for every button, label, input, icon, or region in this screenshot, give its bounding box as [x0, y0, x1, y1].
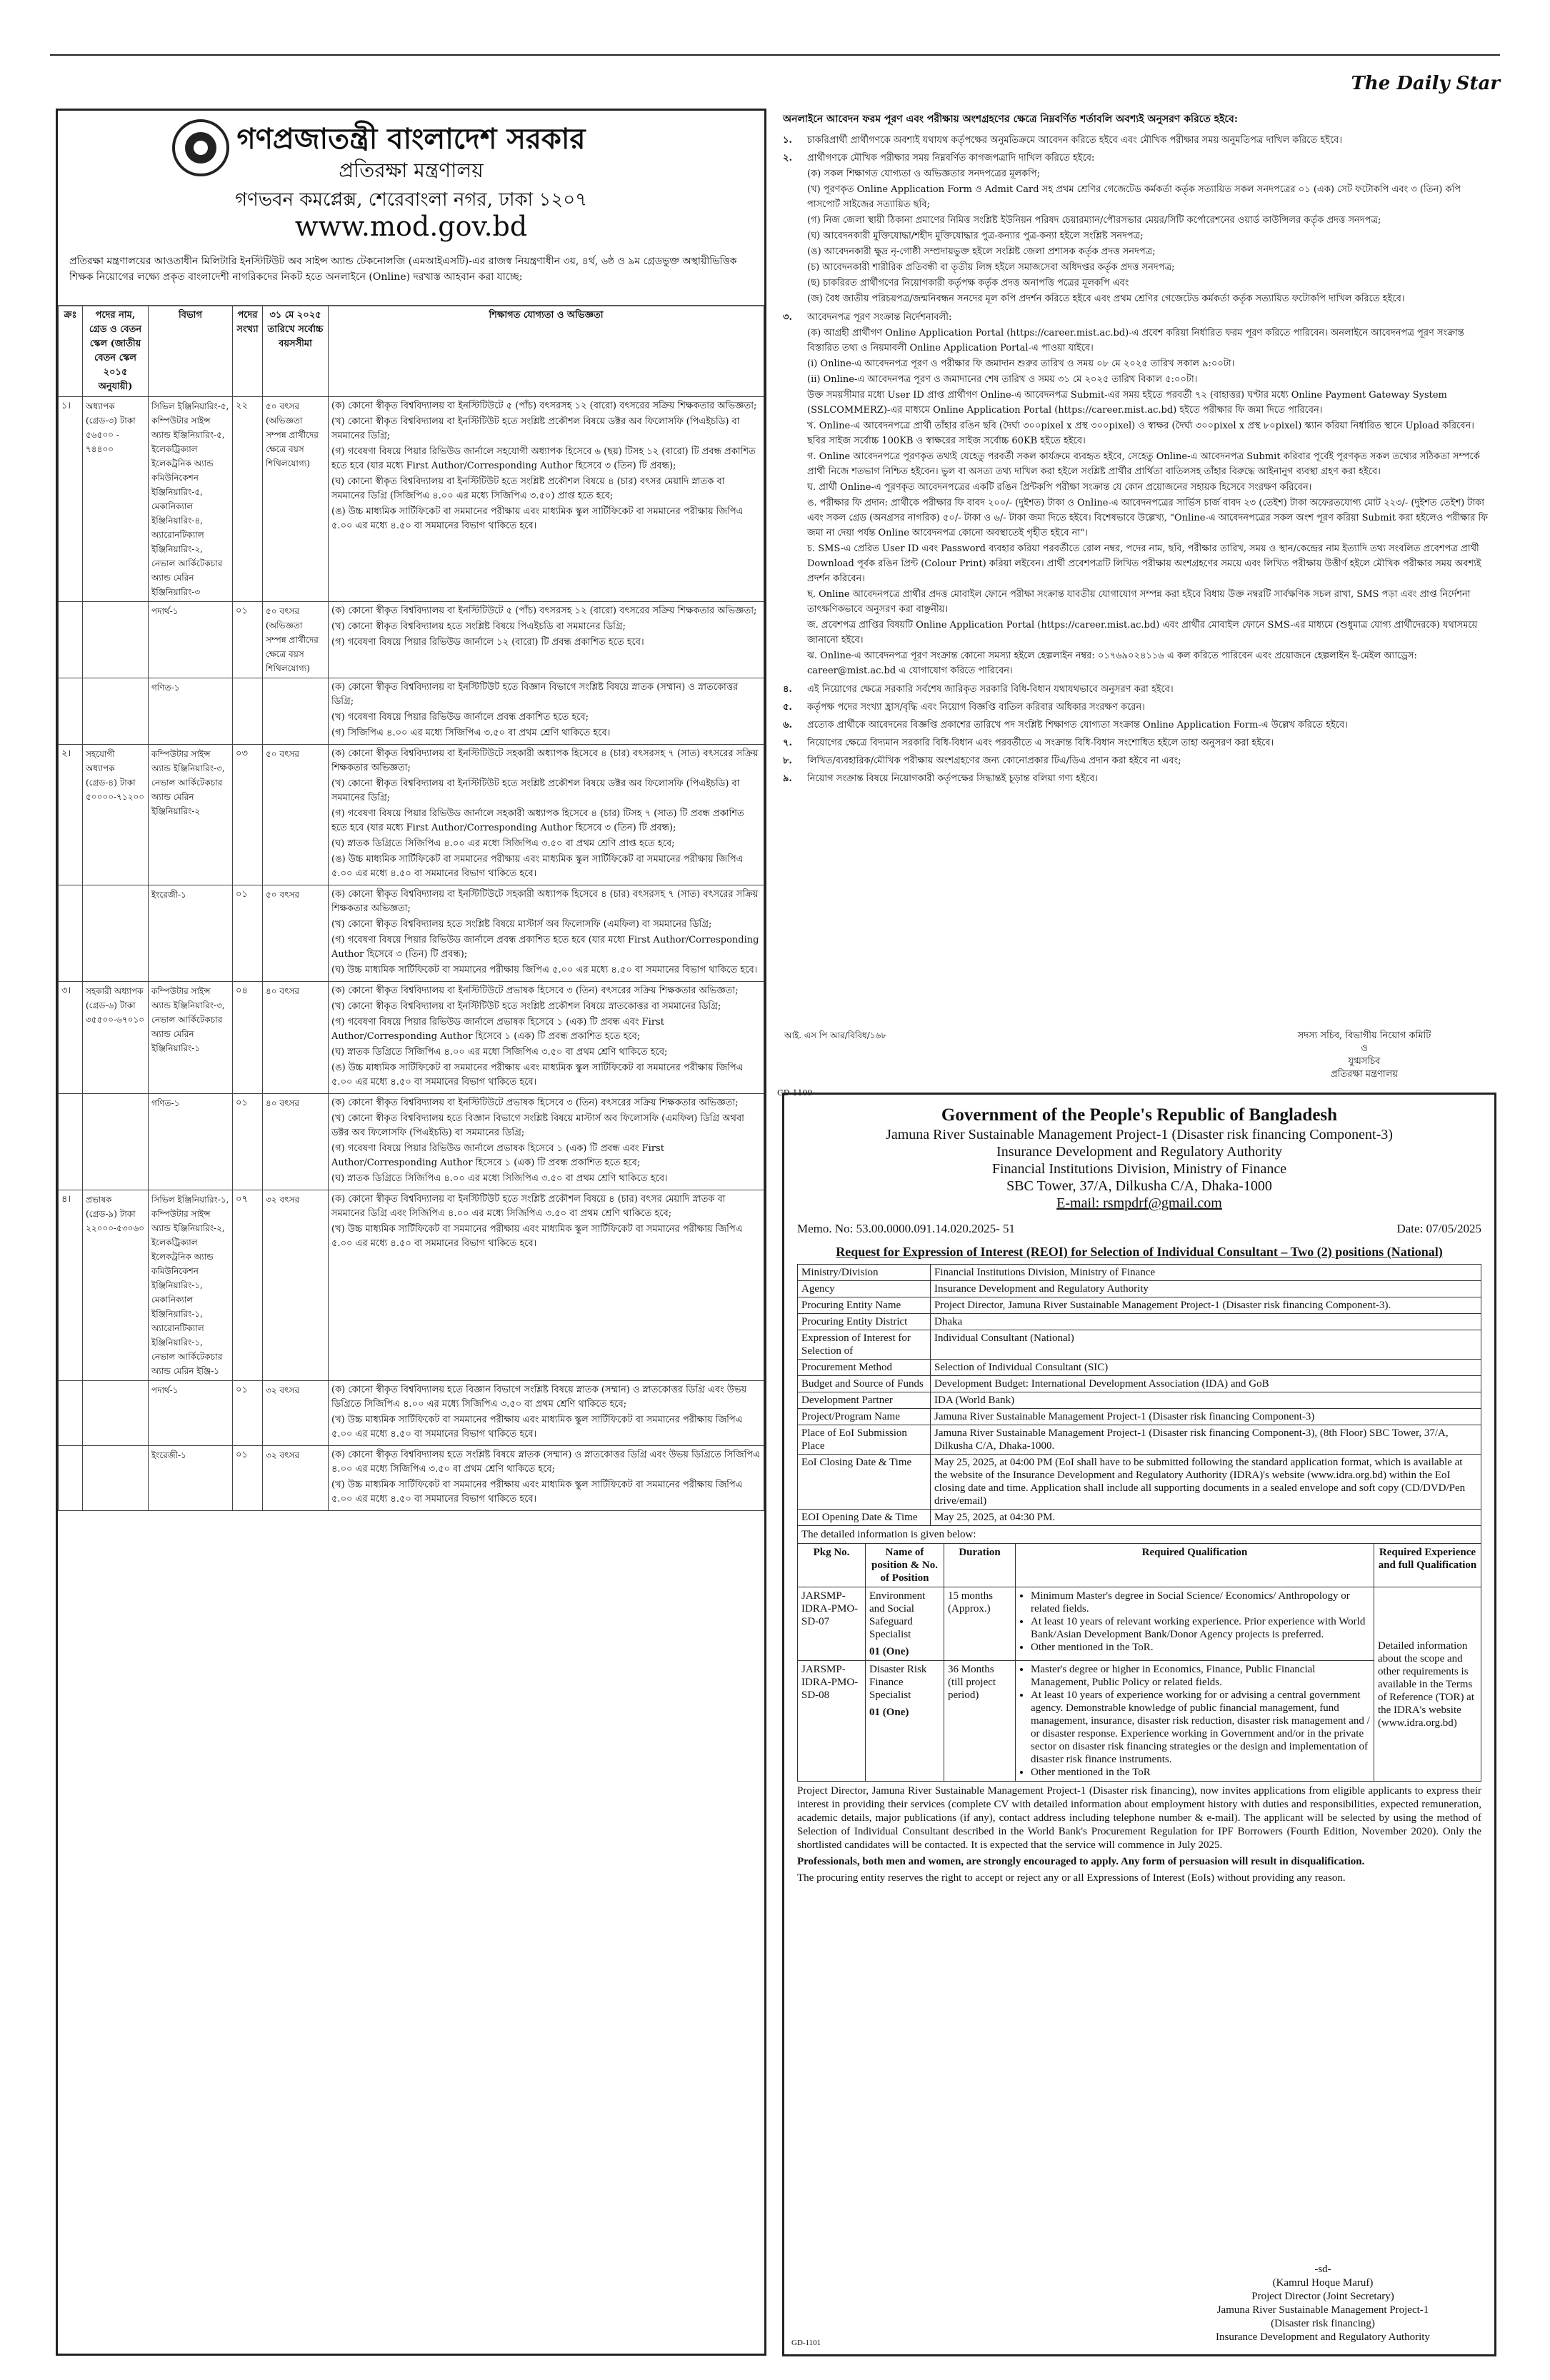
- experience-note: Detailed information about the scope and other requirements is available in the Terms of Reference (TOR) at the IDRA's website (www.idra.org.bd): [1374, 1587, 1481, 1782]
- post-count: ০১: [233, 602, 263, 678]
- position-count: 01 (One): [869, 1646, 909, 1657]
- qualification-line: (ঙ) উচ্চ মাধ্যমিক সার্টিফিকেট বা সমমানের পরীক্ষায় এবং মাধ্যমিক স্কুল সার্টিফিকেট বা সমমানের পরীক্ষায় জিপিএ ৫.০০ এর মধ্যে ৪.৫০ বা সমমানের বিভাগ থাকিতে হবে।: [331, 506, 744, 531]
- pos-header-name: Name of position & No. of Position: [866, 1544, 944, 1587]
- info-value: Development Budget: International Development Association (IDA) and GoB: [931, 1376, 1481, 1392]
- info-key: Procuring Entity Name: [798, 1297, 931, 1314]
- header-age: ৩১ মে ২০২৫ তারিখে সর্বোচ্চ বয়সসীমা: [263, 306, 329, 397]
- post-row: [59, 1381, 764, 1446]
- qualification-line: (ক) কোনো স্বীকৃত বিশ্ববিদ্যালয় বা ইনস্টিটিউটে সহকারী অধ্যাপক হিসেবে ৪ (চার) বৎসরসহ ৭ (সাত) বৎসরের সক্রিয় শিক্ষকতার অভিজ্ঞতা;: [331, 748, 759, 773]
- reoi-gov-title: Government of the People's Republic of Bangladesh: [941, 1105, 1338, 1125]
- post-count: ০১: [233, 1094, 263, 1190]
- info-row: [798, 1314, 1481, 1330]
- condition-sub: ঝ. Online-এ আবেদনপত্র পূরণ সংক্রান্ত কোনো সমস্যা হইলে হেল্পলাইন নম্বর: ০১৭৬৯০২৪১১৬ এ কল করিতে পারিবেন এবং প্রয়োজনে হেল্পলাইন ই-মেইল অ্যাড্রেস: career@mist.ac.bd এ যোগাযোগ করিতে পারিবেন।: [807, 651, 1417, 676]
- info-key: Agency: [798, 1281, 931, 1297]
- post-age-limit: ৪০ বৎসর: [263, 1094, 329, 1190]
- post-department: পদার্থ-১: [149, 602, 233, 678]
- post-sl: [59, 678, 83, 745]
- info-row: [798, 1455, 1481, 1510]
- condition-item: [783, 753, 1494, 768]
- condition-sub: (ii) Online-এ আবেদনপত্র পূরণ ও জমাদানের শেষ তারিখ ও সময় ৩১ মে ২০২৫ তারিখ বিকাল ৫:০০টা।: [807, 374, 1198, 385]
- condition-sub: (i) Online-এ আবেদনপত্র পূরণ ও পরীক্ষার ফি জমাদান শুরুর তারিখ ও সময় ০৮ মে ২০২৫ তারিখ সকাল ৯:০০টা।: [807, 358, 1235, 369]
- ad-intro: প্রতিরক্ষা মন্ত্রণালয়ের আওতাধীন মিলিটারি ইনস্টিটিউট অব সাইন্স অ্যান্ড টেকনোলজি (এমআইএসটি)-এর রাজস্ব নিয়ন্ত্রণাধীন ৩য়, ৪র্থ, ৬ষ্ঠ ও ৯ম গ্রেডভুক্ত অস্থায়ীভিত্তিক শিক্ষক নিয়োগের লক্ষ্যে প্রকৃত বাংলাদেশী নাগরিকদের নিকট হতে অনলাইনে (Online) দরখাস্ত আহবান করা যাচ্ছে:: [69, 256, 737, 283]
- positions-header: [798, 1544, 1481, 1587]
- condition-text: [807, 133, 1494, 148]
- position-duration: 15 months (Approx.): [944, 1587, 1016, 1661]
- post-age-limit: ৩২ বৎসর: [263, 1446, 329, 1511]
- position-name: Environment and Social Safeguard Specialist: [869, 1590, 926, 1640]
- condition-item: [783, 310, 1494, 679]
- qualification-line: (গ) সিজিপিএ ৪.০০ এর মধ্যে সিজিপিএ ৩.৫০ বা প্রথম শ্রেণি থাকিতে হবে।: [331, 728, 611, 738]
- application-conditions: [777, 109, 1500, 1101]
- qualification-line: (ক) কোনো স্বীকৃত বিশ্ববিদ্যালয় বা ইনস্টিটিউটে প্রভাষক হিসেবে ৩ (তিন) বৎসরের সক্রিয় শিক্ষকতার অভিজ্ঞতা;: [331, 1098, 739, 1108]
- condition-sub: (ঘ) আবেদনকারী মুক্তিযোদ্ধা/শহীদ মুক্তিযোদ্ধার পুত্র-কন্যার পুত্র-কন্যা হইলে সংশ্লিষ্ট সনদপত্র;: [807, 231, 1144, 241]
- post-department: ইংরেজী-১: [149, 1446, 233, 1511]
- post-age-limit: ৫০ বৎসর: [263, 745, 329, 885]
- info-row: [798, 1297, 1481, 1314]
- position-duration: 36 Months (till project period): [944, 1661, 1016, 1782]
- info-row: [798, 1510, 1481, 1526]
- info-value: Selection of Individual Consultant (SIC): [931, 1360, 1481, 1376]
- qualification-line: (ঙ) উচ্চ মাধ্যমিক সার্টিফিকেট বা সমমানের পরীক্ষায় এবং মাধ্যমিক স্কুল সার্টিফিকেট বা সমমানের পরীক্ষায় জিপিএ ৫.০০ এর মধ্যে ৪.৫০ বা সমমানের বিভাগ থাকিতে হবে।: [331, 854, 744, 879]
- qualification-item: • Other mentioned in the ToR: [1031, 1766, 1370, 1779]
- qualification-line: (ক) কোনো স্বীকৃত বিশ্ববিদ্যালয় বা ইনস্টিটিউটে প্রভাষক হিসেবে ৩ (তিন) বৎসরের সক্রিয় শিক্ষকতার অভিজ্ঞতা;: [331, 985, 739, 996]
- qualification-line: (খ) কোনো স্বীকৃত বিশ্ববিদ্যালয় বা ইনস্টিটিউট হতে সংশ্লিষ্ট প্রকৌশল বিষয়ে ডক্টর অব ফিলোসফি (পিএইচডি) বা সমমানের ডিগ্রি;: [331, 416, 740, 441]
- condition-sub: (ঙ) আবেদনকারী ক্ষুদ্র নৃ-গোষ্ঠী সম্প্রদায়ভুক্ত হইলে সংশ্লিষ্ট জেলা প্রশাসক কর্তৃক প্রদত্ত সনদপত্র;: [807, 246, 1156, 257]
- info-value: Financial Institutions Division, Ministry of Finance: [931, 1265, 1481, 1281]
- post-row: [59, 678, 764, 745]
- condition-main: এই নিয়োগের ক্ষেত্রে সরকারি সর্বশেষ জারিকৃত সরকারি বিধি-বিধান যথাযথভাবে অনুসরণ করা হইবে।: [807, 684, 1174, 695]
- qualification-item: • Minimum Master's degree in Social Science/ Economics/ Anthropology or related fields.: [1031, 1590, 1370, 1615]
- info-key: Procurement Method: [798, 1360, 931, 1376]
- condition-text: [807, 753, 1494, 768]
- memo-row: [797, 1222, 1481, 1236]
- post-qualification: [329, 745, 764, 885]
- info-row: [798, 1265, 1481, 1281]
- posts-table: [58, 306, 764, 1511]
- post-name: [83, 1094, 149, 1190]
- gd-number: GD-1109: [777, 1088, 813, 1098]
- post-age-limit: ৩২ বৎসর: [263, 1190, 329, 1381]
- reoi-info-table: [797, 1264, 1481, 1526]
- post-age-limit: ৩২ বৎসর: [263, 1381, 329, 1446]
- info-value: Individual Consultant (National): [931, 1330, 1481, 1360]
- post-count: ২২: [233, 397, 263, 602]
- post-department: ইংরেজী-১: [149, 885, 233, 982]
- reoi-email-link[interactable]: E-mail: rsmpdrf@gmail.com: [1056, 1195, 1222, 1211]
- condition-number: ৭.: [783, 738, 792, 748]
- ispr-memo: আই. এস পি আর/বিবিধ/১৬৮: [784, 1030, 887, 1040]
- qualification-line: (ক) কোনো স্বীকৃত বিশ্ববিদ্যালয় বা ইনস্টিটিউটে ৫ (পাঁচ) বৎসরসহ ১২ (বারো) বৎসরের সক্রিয় শিক্ষকতার অভিজ্ঞতা;: [331, 401, 757, 411]
- qualification-line: (খ) কোনো স্বীকৃত বিশ্ববিদ্যালয় হতে সংশ্লিষ্ট বিষয়ে পিএইচডি বা সমমানের ডিগ্রি;: [331, 621, 626, 632]
- info-value: May 25, 2025, at 04:30 PM.: [931, 1510, 1481, 1526]
- condition-main: লিখিত/ব্যবহারিক/মৌখিক পরীক্ষায় অংশগ্রহণের জন্য কোনোপ্রকার টিএ/ডিএ প্রদান করা হইবে না এবং;: [807, 755, 1181, 766]
- condition-number: ৩.: [783, 312, 792, 323]
- post-count: ০৩: [233, 745, 263, 885]
- condition-text: [807, 700, 1494, 715]
- qualification-line: (ক) কোনো স্বীকৃত বিশ্ববিদ্যালয় বা ইনস্টিটিউট হতে সংশ্লিষ্ট প্রকৌশল বিষয়ে ৪ (চার) বৎসর মেয়াদি স্নাতক বা সমমানের ডিগ্রি এবং সিজিপিএ ৪.০০ এর মধ্যে সিজিপিএ ৩.৫০ বা প্রথম শ্রেণি থাকিতে হবে;: [331, 1194, 726, 1219]
- post-qualification: [329, 678, 764, 745]
- position-qualifications: [1016, 1587, 1374, 1661]
- condition-main: নিয়োগ সংক্রান্ত বিষয়ে নিয়োগকারী কর্তৃপক্ষের সিদ্ধান্তই চূড়ান্ত বলিয়া গণ্য হইবে।: [807, 773, 1098, 784]
- daily-star-logo: The Daily Star: [1351, 73, 1500, 94]
- post-count: [233, 678, 263, 745]
- post-sl: ৩।: [59, 982, 83, 1094]
- info-value: May 25, 2025, at 04:00 PM (EoI shall have to be submitted following the standard application format, which is available at the website of the Insurance Development and Regulatory Authority (IDRA)'s website (www.idra.org.bd) within the EoI closing date and time. Application shall include all supporting documents in a sealed envelope and soft copy (CD/DVD/Pen drive/email): [931, 1455, 1481, 1510]
- post-row: [59, 397, 764, 602]
- sign-line-1: সদস্য সচিব, বিভাগীয় নিয়োগ কমিটি: [1297, 1030, 1431, 1041]
- post-sl: ২।: [59, 745, 83, 885]
- condition-number: ২.: [783, 153, 792, 164]
- condition-sub: (জ) বৈধ জাতীয় পরিচয়পত্র/জন্মনিবন্ধন সনদের মূল কপি প্রদর্শন করিতে হইবে এবং প্রথম শ্রেণির গেজেটেড কর্মকর্তা কর্তৃক সত্যায়িত ফটোকপি দাখিল করিতে হইবে।: [807, 293, 1405, 304]
- qualification-line: (গ) গবেষণা বিষয়ে পিয়ার রিভিউড জার্নালে প্রভাষক হিসেবে ১ (এক) টি প্রবন্ধ এবং First Author/Corresponding Author হিসেবে ১ (এক) টি প্রবন্ধ প্রকাশিত হতে হবে;: [331, 1017, 664, 1042]
- condition-main: চাকরিপ্রার্থী প্রার্থীগণকে অবশ্যই যথাযথ কর্তৃপক্ষের অনুমতিক্রমে আবেদন করিতে হইবে এবং মৌখিক পরীক্ষার সময় অনুমতিপত্র দাখিল করিতে হইবে।: [807, 135, 1343, 146]
- post-count: ০৪: [233, 982, 263, 1094]
- condition-item: [783, 771, 1494, 786]
- qualification-line: (খ) উচ্চ মাধ্যমিক সার্টিফিকেট বা সমমানের পরীক্ষায় এবং মাধ্যমিক স্কুল সার্টিফিকেট বা সমমানের পরীক্ষায় জিপিএ ৫.০০ এর মধ্যে ৪.৫০ বা সমমানের বিভাগ থাকিতে হবে।: [331, 1415, 743, 1440]
- qualification-line: (ক) কোনো স্বীকৃত বিশ্ববিদ্যালয় হতে বিজ্ঞান বিভাগে সংশ্লিষ্ট বিষয়ে স্নাতক (সম্মান) ও স্নাতকোত্তর ডিগ্রি এবং উভয় ডিগ্রিতে সিজিপিএ ৪.০০ এর মধ্যে সিজিপিএ ৩.৫০ বা প্রথম শ্রেণি থাকিতে হবে;: [331, 1385, 747, 1410]
- post-sl: [59, 1446, 83, 1511]
- post-department: গণিত-১: [149, 1094, 233, 1190]
- condition-text: [807, 735, 1494, 750]
- condition-sub: (গ) নিজ জেলা স্থায়ী ঠিকানা প্রমাণের নিমিত্ত সংশ্লিষ্ট ইউনিয়ন পরিষদ চেয়ারম্যান/পৌরসভার মেয়র/সিটি কর্পোরেশনের ওয়ার্ড কাউন্সিলর কর্তৃক প্রদত্ত সনদপত্র;: [807, 215, 1381, 226]
- info-row: [798, 1281, 1481, 1297]
- sign-line-4: প্রতিরক্ষা মন্ত্রণালয়: [1331, 1069, 1398, 1080]
- sign-org: Insurance Development and Regulatory Authority: [1216, 2331, 1430, 2343]
- condition-number: ১.: [783, 135, 792, 146]
- conditions-list: [783, 133, 1494, 786]
- position-name: Disaster Risk Finance Specialist: [869, 1664, 927, 1701]
- condition-item: [783, 133, 1494, 148]
- condition-sub: উক্ত সময়সীমার মধ্যে User ID প্রাপ্ত প্রার্থীগণ Online-এ আবেদনপত্র Submit-এর সময় হইতে পরবর্তী ৭২ (বাহাত্তর) ঘণ্টার মধ্যে Online Payment Gateway System (SSLCOMMERZ)-এর মাধ্যমে Online Application Portal (https://career.mist.ac.bd) হইতে পরীক্ষার ফি জমা দিতে পারিবেন।: [807, 390, 1447, 416]
- sign-project: Jamuna River Sustainable Management Project-1: [1216, 2304, 1429, 2316]
- condition-sub: জ. প্রবেশপত্র প্রাপ্তির বিষয়টি Online Application Portal (https://career.mist.ac.bd) এবং প্রার্থীর মোবাইল ফোনে SMS-এর মাধ্যমে (শুধুমাত্র যোগ্য প্রার্থীদেরকে) যথাসময়ে জানানো হইবে।: [807, 620, 1478, 646]
- post-qualification: [329, 982, 764, 1094]
- mod-recruitment-ad: [56, 109, 766, 2356]
- qualification-line: (গ) গবেষণা বিষয়ে পিয়ার রিভিউড জার্নালে প্রবন্ধ প্রকাশিত হতে হবে (যার মধ্যে First Author/Corresponding Author হিসেবে ৩ (তিন) টি প্রবন্ধ);: [331, 935, 759, 960]
- qualification-line: (ঘ) কোনো স্বীকৃত বিশ্ববিদ্যালয় বা ইনস্টিটিউট হতে সংশ্লিষ্ট প্রকৌশল বিষয়ে ৪ (চার) বৎসর মেয়াদি স্নাতক বা সমমানের ডিগ্রি (সিজিপিএ ৪.০০ এর মধ্যে সিজিপিএ ৩.৫০) প্রাপ্ত হতে হবে;: [331, 476, 725, 501]
- condition-sub: (ক) সকল শিক্ষাগত যোগ্যতা ও অভিজ্ঞতার সনদপত্রের মূলকপি;: [807, 169, 1041, 179]
- ministry-address: গণভবন কমপ্লেক্স, শেরেবাংলা নগর, ঢাকা ১২০৭: [234, 189, 588, 211]
- position-name-cell: [866, 1661, 944, 1782]
- qualification-line: (খ) উচ্চ মাধ্যমিক সার্টিফিকেট বা সমমানের পরীক্ষায় এবং মাধ্যমিক স্কুল সার্টিফিকেট বা সমমানের পরীক্ষায় জিপিএ ৫.০০ এর মধ্যে ৪.৫০ বা সমমানের বিভাগ থাকিতে হবে।: [331, 1224, 743, 1249]
- post-department: পদার্থ-১: [149, 1381, 233, 1446]
- header-qualification: শিক্ষাগত যোগ্যতা ও অভিজ্ঞতা: [329, 306, 764, 397]
- qualification-line: (গ) গবেষণা বিষয়ে পিয়ার রিভিউড জার্নালে সহযোগী অধ্যাপক হিসেবে ৬ (ছয়) টিসহ ১২ (বারো) টি প্রবন্ধ প্রকাশিত হতে হবে (যার মধ্যে First Author/Corresponding Author হিসেবে ৩ (তিন) টি প্রবন্ধ);: [331, 446, 756, 471]
- post-name: [83, 602, 149, 678]
- pos-header-qualification: Required Qualification: [1016, 1544, 1374, 1587]
- reoi-address: SBC Tower, 37/A, Dilkusha C/A, Dhaka-1000: [1006, 1178, 1272, 1194]
- qualification-item: • Other mentioned in the ToR.: [1031, 1641, 1370, 1654]
- qualification-list: [1019, 1663, 1370, 1779]
- info-value: Jamuna River Sustainable Management Project-1 (Disaster risk financing Component-3), (8th Floor) SBC Tower, 37/A, Dilkusha C/A, Dhaka-1000.: [931, 1425, 1481, 1455]
- post-count: ০১: [233, 1446, 263, 1511]
- qualification-line: (ঘ) উচ্চ মাধ্যমিক সার্টিফিকেট বা সমমানের পরীক্ষায় জিপিএ ৫.০০ এর মধ্যে ৪.৫০ বা সমমানের বিভাগ থাকিতে হবে।: [331, 965, 758, 975]
- condition-text: [807, 151, 1494, 307]
- info-value: IDA (World Bank): [931, 1392, 1481, 1409]
- qualification-line: (ঘ) স্নাতক ডিগ্রিতে সিজিপিএ ৪.০০ এর মধ্যে সিজিপিএ ৩.৫০ বা প্রথম শ্রেণি থাকিতে হবে;: [331, 1047, 668, 1058]
- info-row: [798, 1425, 1481, 1455]
- condition-main: কর্তৃপক্ষ পদের সংখ্যা হ্রাস/বৃদ্ধি এবং নিয়োগ বিজ্ঞপ্তি বাতিল করিবার অধিকার সংরক্ষণ করেন।: [807, 702, 1145, 713]
- post-name: [83, 678, 149, 745]
- post-age-limit: ৫০ বৎসর (অভিজ্ঞতা সম্পন্ন প্রার্থীদের ক্ষেত্রে বয়স শিথিলযোগ্য): [263, 397, 329, 602]
- post-department: সিভিল ইঞ্জিনিয়ারিং-১, কম্পিউটার সাইন্স অ্যান্ড ইঞ্জিনিয়ারিং-২, ইলেকট্রিক্যাল ইলেকট্রনিক অ্যান্ড কমিউনিকেশন ইঞ্জিনিয়ারিং-১, মেকানিক্যাল ইঞ্জিনিয়ারিং-১, অ্যারোনটিক্যাল ইঞ্জিনিয়ারিং-১, নেভাল আর্কিটেকচার অ্যান্ড মেরিন ইঞ্জি-১: [149, 1190, 233, 1381]
- qualification-list: [1019, 1590, 1370, 1654]
- post-name: অধ্যাপক (গ্রেড-৩) টাকা ৫৬৫০০ - ৭৪৪০০: [83, 397, 149, 602]
- reoi-paragraph-3: The procuring entity reserves the right to accept or reject any or all Expressions of Interest (EoIs) without providing any reason.: [797, 1872, 1346, 1884]
- condition-main: আবেদনপত্র পূরণ সংক্রান্ত নির্দেশনাবলী:: [807, 312, 952, 323]
- info-value: Jamuna River Sustainable Management Project-1 (Disaster risk financing Component-3): [931, 1409, 1481, 1425]
- header-count: পদের সংখ্যা: [233, 306, 263, 397]
- conditions-intro: অনলাইনে আবেদন ফরম পূরণ এবং পরীক্ষায় অংশগ্রহণের ক্ষেত্রে নিম্নবর্ণিত শর্তাবলি অবশ্যই অনুসরণ করিতে হইবে:: [783, 114, 1238, 125]
- condition-sub: (ছ) চাকরিরত প্রার্থীগণের নিয়োগকারী কর্তৃপক্ষ কর্তৃক প্রদত্ত অনাপত্তি পত্রের মূলকপি এবং: [807, 278, 1129, 288]
- header-dept: বিভাগ: [149, 306, 233, 397]
- post-name: [83, 1381, 149, 1446]
- positions-table: [797, 1525, 1481, 1782]
- post-count: ০১: [233, 1381, 263, 1446]
- info-key: Project/Program Name: [798, 1409, 931, 1425]
- post-sl: [59, 1381, 83, 1446]
- ministry-website: www.mod.gov.bd: [294, 211, 528, 242]
- detail-note: The detailed information is given below:: [798, 1526, 1481, 1544]
- sign-title: Project Director (Joint Secretary): [1251, 2291, 1394, 2302]
- qualification-item: • Master's degree or higher in Economics, Finance, Public Financial Management, Public Policy or related fields.: [1031, 1663, 1370, 1689]
- reoi-project: Jamuna River Sustainable Management Project-1 (Disaster risk financing Component-3): [886, 1127, 1393, 1143]
- post-qualification: [329, 602, 764, 678]
- condition-sub: ছ. Online আবেদনপত্রে প্রার্থীর প্রদত্ত মোবাইল ফোনে পরীক্ষা সংক্রান্ত যাবতীয় যোগাযোগ সম্পন্ন করা হইবে বিধায় উক্ত নম্বরটি সার্বক্ষণিক সচল রাখা, SMS পড়া এবং প্রাপ্ত নির্দেশনা তাৎক্ষণিকভাবে অনুসরণ করা বাঞ্ছনীয়।: [807, 589, 1471, 615]
- position-name-cell: [866, 1587, 944, 1661]
- post-count: ০৭: [233, 1190, 263, 1381]
- condition-sub: খ. Online-এ আবেদনপত্রে প্রার্থী তাঁহার রঙিন ছবি (দৈর্ঘ্য ৩০০pixel x প্রস্থ ৩০০pixel) ও স্বাক্ষর (দৈর্ঘ্য ৩০০pixel x প্রস্থ ৮০pixel) স্ক্যান করিয়া নির্ধারিত স্থানে Upload করিবেন। ছবির সাইজ সর্বোচ্চ 100KB ও স্বাক্ষরের সাইজ সর্বোচ্চ 60KB হইতে হইবে।: [807, 421, 1474, 446]
- condition-text: [807, 682, 1494, 697]
- qualification-line: (খ) কোনো স্বীকৃত বিশ্ববিদ্যালয় হতে বিজ্ঞান বিভাগে সংশ্লিষ্ট বিষয়ে মাস্টার্স অব ফিলোসফি (এমফিল) ডিগ্রি অথবা ডক্টর অব ফিলোসফি (পিএইচডি) বা সমমানের ডিগ্রি;: [331, 1113, 744, 1138]
- post-name: প্রভাষক (গ্রেড-৯) টাকা ২২০০০-৫৩০৬০: [83, 1190, 149, 1381]
- post-name: সহকারী অধ্যাপক (গ্রেড-৬) টাকা ৩৫৫০০-৬৭০১০: [83, 982, 149, 1094]
- post-row: [59, 1446, 764, 1511]
- post-row: [59, 885, 764, 982]
- qualification-line: (ঙ) উচ্চ মাধ্যমিক সার্টিফিকেট বা সমমানের পরীক্ষায় এবং মাধ্যমিক স্কুল সার্টিফিকেট বা সমমানের পরীক্ষায় জিপিএ ৫.০০ এর মধ্যে ৪.৫০ বা সমমানের বিভাগ থাকিতে হবে।: [331, 1063, 744, 1088]
- posts-table-header: [59, 306, 764, 397]
- post-row: [59, 1094, 764, 1190]
- condition-sub: চ. SMS-এ প্রেরিত User ID এবং Password ব্যবহার করিয়া পরবর্তীতে রোল নম্বর, পদের নাম, ছবি, পরীক্ষার তারিখ, সময় ও স্থান/কেন্দ্রের নাম ইত্যাদি তথ্য সংবলিত প্রবেশপত্র প্রার্থী Download পূর্বক রঙিন প্রিন্ট (Colour Print) করিয়া লইবেন। প্রার্থী প্রবেশপত্রটি লিখিত পরীক্ষায় অংশগ্রহণের সময়ে এবং লিখিত পরীক্ষায় উত্তীর্ণ হইলে মৌখিক পরীক্ষার সময় অবশ্যই প্রদর্শন করিবেন।: [807, 543, 1481, 584]
- reoi-advertisement: [782, 1093, 1496, 2356]
- memo-date: Date: 07/05/2025: [1396, 1222, 1481, 1235]
- qualification-line: (ক) কোনো স্বীকৃত বিশ্ববিদ্যালয় হতে সংশ্লিষ্ট বিষয়ে স্নাতক (সম্মান) ও স্নাতকোত্তর ডিগ্রি এবং উভয় ডিগ্রিতে সিজিপিএ ৪.০০ এর মধ্যে সিজিপিএ ৩.৫০ বা প্রথম শ্রেণি থাকিতে হবে;: [331, 1450, 761, 1475]
- sign-name: (Kamrul Hoque Maruf): [1272, 2277, 1374, 2289]
- post-row: [59, 745, 764, 885]
- reoi-division: Financial Institutions Division, Ministry of Finance: [991, 1161, 1287, 1177]
- post-sl: ১।: [59, 397, 83, 602]
- info-key: Procuring Entity District: [798, 1314, 931, 1330]
- info-value: Dhaka: [931, 1314, 1481, 1330]
- qualification-item: • At least 10 years of experience working for or advising a central government agency. Demonstrable knowledge of public financial management, fund management, insurance, disaster risk reduction, disaster risk management and / or disaster response. Experience working in Government and/or in the private sector on disaster risk financing strategies or the design and implementation of disaster risk finance instruments.: [1031, 1689, 1370, 1766]
- info-row: [798, 1360, 1481, 1376]
- qualification-line: (ক) কোনো স্বীকৃত বিশ্ববিদ্যালয় বা ইনস্টিটিউট হতে বিজ্ঞান বিভাগে সংশ্লিষ্ট বিষয়ে স্নাতক (সম্মান) ও স্নাতকোত্তর ডিগ্রি;: [331, 682, 739, 707]
- info-key: EOI Opening Date & Time: [798, 1510, 931, 1526]
- condition-text: [807, 310, 1494, 679]
- position-qualifications: [1016, 1661, 1374, 1782]
- reoi-signature: [1173, 2263, 1473, 2344]
- pos-header-experience: Required Experience and full Qualification: [1374, 1544, 1481, 1587]
- condition-main: প্রার্থীগণকে মৌখিক পরীক্ষার সময় নিম্নবর্ণিত কাগজপত্রাদি দাখিল করিতে হইবে:: [807, 153, 1095, 164]
- post-qualification: [329, 1094, 764, 1190]
- post-row: [59, 602, 764, 678]
- post-name: সহযোগী অধ্যাপক (গ্রেড-৪) টাকা ৫০০০০-৭১২০০: [83, 745, 149, 885]
- header-sl: ক্রঃ: [59, 306, 83, 397]
- qualification-line: (ঘ) স্নাতক ডিগ্রিতে সিজিপিএ ৪.০০ এর মধ্যে সিজিপিএ ৩.৫০ বা প্রথম শ্রেণি প্রাপ্ত হতে হবে;: [331, 838, 675, 849]
- condition-sub: ঘ. প্রার্থী Online-এ পূরণকৃত আবেদনপত্রের একটি রঙিন প্রিন্টকপি পরীক্ষা সংক্রান্ত যে কোন প্রয়োজনের সহায়ক হিসেবে সংরক্ষণ করিবেন।: [807, 482, 1312, 493]
- signature-block: [1243, 1030, 1486, 1081]
- post-qualification: [329, 1190, 764, 1381]
- condition-text: [807, 718, 1494, 733]
- info-row: [798, 1392, 1481, 1409]
- condition-sub: (খ) পূরণকৃত Online Application Form ও Admit Card সহ প্রথম শ্রেণির গেজেটেড কর্মকর্তা কর্তৃক সত্যায়িত সকল সনদপত্রের ০১ (এক) সেট ফটোকপি এবং ৩ (তিন) কপি পাসপোর্ট সাইজের সত্যায়িত ছবি;: [807, 184, 1461, 210]
- reoi-heading: Request for Expression of Interest (REOI) for Selection of Individual Consultant – Two (2) positions (National): [836, 1245, 1443, 1259]
- post-name: [83, 1446, 149, 1511]
- info-row: [798, 1409, 1481, 1425]
- position-count: 01 (One): [869, 1707, 909, 1718]
- post-department: কম্পিউটার সাইন্স অ্যান্ড ইঞ্জিনিয়ারিং-৩, নেভাল আর্কিটেকচার অ্যান্ড মেরিন ইঞ্জিনিয়ারিং-১: [149, 982, 233, 1094]
- qualification-line: (খ) কোনো স্বীকৃত বিশ্ববিদ্যালয় হতে সংশ্লিষ্ট বিষয়ে মাস্টার্স অব ফিলোসফি (এমফিল) বা সমমানের ডিগ্রি;: [331, 919, 712, 930]
- reoi-agency: Insurance Development and Regulatory Authority: [996, 1144, 1282, 1160]
- info-value: Insurance Development and Regulatory Authority: [931, 1281, 1481, 1297]
- info-key: Ministry/Division: [798, 1265, 931, 1281]
- qualification-line: (খ) কোনো স্বীকৃত বিশ্ববিদ্যালয় বা ইনস্টিটিউট হতে সংশ্লিষ্ট প্রকৌশল বিষয়ে ডক্টর অব ফিলোসফি (পিএইচডি) বা সমমানের ডিগ্রি;: [331, 778, 740, 803]
- condition-item: [783, 735, 1494, 750]
- info-row: [798, 1330, 1481, 1360]
- condition-main: নিয়োগের ক্ষেত্রে বিদ্যমান সরকারি বিধি-বিধান এবং পরবর্তীতে এ সংক্রান্ত বিধি-বিধান সংশোধিত হইলে তাহা অনুসরণ করা হইবে।: [807, 738, 1274, 748]
- reoi-paragraph-1: Project Director, Jamuna River Sustainable Management Project-1 (Disaster risk financing), now invites applications from eligible applicants to express their interest in providing their services (complete CV with detailed information about employment history with duties and responsibilities, expected remuneration, academic details, major publications (if any), contact address including telephone number & e-mail). The applicant will be selected by using the method of Selection of Individual Consultant described in the World Bank's Procurement Regulation for IPF Borrowers (Fourth Edition, November 2020). Only the shortlisted candidates will be contacted. It is expected that the service will commence in July 2025.: [797, 1785, 1481, 1851]
- post-department: কম্পিউটার সাইন্স অ্যান্ড ইঞ্জিনিয়ারিং-৩, নেভাল আর্কিটেকচার অ্যান্ড মেরিন ইঞ্জিনিয়ারিং-২: [149, 745, 233, 885]
- condition-text: [807, 771, 1494, 786]
- post-age-limit: ৫০ বৎসর (অভিজ্ঞতা সম্পন্ন প্রার্থীদের ক্ষেত্রে বয়স শিথিলযোগ্য): [263, 602, 329, 678]
- sign-component: (Disaster risk financing): [1271, 2318, 1375, 2329]
- post-qualification: [329, 1446, 764, 1511]
- sign-sd: -sd-: [1314, 2264, 1331, 2275]
- qualification-line: (ক) কোনো স্বীকৃত বিশ্ববিদ্যালয় বা ইনস্টিটিউটে সহকারী অধ্যাপক হিসেবে ৪ (চার) বৎসরসহ ৭ (সাত) বৎসরের সক্রিয় শিক্ষকতার অভিজ্ঞতা;: [331, 889, 759, 914]
- header-post: পদের নাম, গ্রেড ও বেতন স্কেল (জাতীয় বেতন স্কেল ২০১৫ অনুযায়ী): [83, 306, 149, 397]
- condition-number: ৯.: [783, 773, 792, 784]
- condition-sub: (ক) আগ্রহী প্রার্থীগণ Online Application Portal (https://career.mist.ac.bd)-এ প্রবেশ করিয়া নির্ধারিত ফরম পূরণ করিতে পারিবেন। অনলাইনে আবেদনপত্র পূরণ সংক্রান্ত বিস্তারিত তথ্য ও নিয়মাবলী Online Application Portal-এ পাওয়া যাইবে।: [807, 328, 1464, 353]
- post-count: ০১: [233, 885, 263, 982]
- condition-sub: (চ) আবেদনকারী শারীরিক প্রতিবন্ধী বা তৃতীয় লিঙ্গ হইলে সমাজসেবা অধিদপ্তর কর্তৃক প্রদত্ত সনদপত্র;: [807, 262, 1175, 273]
- condition-item: [783, 151, 1494, 307]
- newspaper-masthead: [50, 54, 1500, 106]
- qualification-line: (গ) গবেষণা বিষয়ে পিয়ার রিভিউড জার্নালে সহকারী অধ্যাপক হিসেবে ৪ (চার) টিসহ ৭ (সাত) টি প্রবন্ধ প্রকাশিত হতে হবে (যার মধ্যে First Author/Corresponding Author হিসেবে ৩ (তিন) টি প্রবন্ধ);: [331, 808, 744, 833]
- condition-number: ৬.: [783, 720, 792, 730]
- info-key: EoI Closing Date & Time: [798, 1455, 931, 1510]
- post-age-limit: ৪০ বৎসর: [263, 982, 329, 1094]
- post-qualification: [329, 1381, 764, 1446]
- post-age-limit: [263, 678, 329, 745]
- condition-item: [783, 682, 1494, 697]
- condition-number: ৪.: [783, 684, 792, 695]
- ad-title: গণপ্রজাতন্ত্রী বাংলাদেশ সরকার: [236, 122, 586, 156]
- gd-number-2: GD-1101: [791, 2339, 821, 2347]
- post-sl: [59, 1094, 83, 1190]
- condition-sub: গ. Online আবেদনপত্রে পূরণকৃত তথ্যই যেহেতু পরবর্তী সকল কার্যক্রমে ব্যবহৃত হইবে, সেহেতু Online-এ আবেদনপত্র Submit করিবার পূর্বেই পূরণকৃত সকল তথ্যের সঠিকতা সম্পর্কে প্রার্থী নিজে শতভাগ নিশ্চিত হইবেন। ভুল বা অসত্য তথ্য দাখিল করা হইলে সংশ্লিষ্ট প্রার্থীর প্রার্থিতা বাতিলসহ তাঁহার বিরুদ্ধে আইনানুগ ব্যবস্থা গ্রহণ করা হইবে।: [807, 451, 1480, 477]
- sign-line-2: ও: [1361, 1043, 1368, 1054]
- info-key: Budget and Source of Funds: [798, 1376, 931, 1392]
- memo-number: Memo. No: 53.00.0000.091.14.020.2025- 51: [797, 1222, 1016, 1235]
- post-name: [83, 885, 149, 982]
- qualification-line: (গ) গবেষণা বিষয়ে পিয়ার রিভিউড জার্নালে ১২ (বারো) টি প্রবন্ধ প্রকাশিত হতে হবে।: [331, 637, 644, 648]
- post-age-limit: ৫০ বৎসর: [263, 885, 329, 982]
- qualification-line: (খ) কোনো স্বীকৃত বিশ্ববিদ্যালয় বা ইনস্টিটিউট হতে সংশ্লিষ্ট প্রকৌশল বিষয়ে স্নাতকোত্তর বা সমমানের ডিগ্রি;: [331, 1001, 721, 1012]
- qualification-line: (গ) গবেষণা বিষয়ে পিয়ার রিভিউড জার্নালে প্রভাষক হিসেবে ১ (এক) টি প্রবন্ধ এবং First Author/Corresponding Author হিসেবে ১ (এক) টি প্রবন্ধ প্রকাশিত হতে হবে;: [331, 1143, 664, 1168]
- post-row: [59, 1190, 764, 1381]
- ad-header: [58, 111, 764, 306]
- position-row: [798, 1587, 1481, 1661]
- post-sl: ৪।: [59, 1190, 83, 1381]
- post-department: গণিত-১: [149, 678, 233, 745]
- info-key: Development Partner: [798, 1392, 931, 1409]
- condition-main: প্রত্যেক প্রার্থীকে আবেদনের বিজ্ঞপ্তি প্রকাশের তারিখে পদ সংশ্লিষ্ট শিক্ষাগত যোগ্যতা সংক্রান্ত Online Application Form-এ উল্লেখ করিতে হইবে।: [807, 720, 1348, 730]
- post-sl: [59, 885, 83, 982]
- condition-sub: ঙ. পরীক্ষার ফি প্রদান: প্রার্থীকে পরীক্ষার ফি বাবদ ২০০/- (দুইশত) টাকা ও Online-এ আবেদনপত্রের সার্ভিস চার্জ বাবদ ২৩ (তেইশ) টাকা অফেরতযোগ্য মোট ২২৩/- (দুইশত তেইশ) টাকা এবং সকল গ্রেড (অনগ্রসর নাগরিক) ৫০/- টাকা ও ৬/- টাকা জমা দিতে হইবে। বিশেষভাবে উল্লেখ্য, "Online-এ আবেদনপত্রের সকল অংশ পূরণ করিয়া Submit করা হইলেও পরীক্ষার ফি জমা না দেয়া পর্যন্ত Online আবেদনপত্র কোনো অবস্থাতেই গৃহীত হইবে না"।: [807, 498, 1488, 538]
- position-pkg: JARSMP-IDRA-PMO-SD-07: [798, 1587, 866, 1661]
- qualification-line: (খ) গবেষণা বিষয়ে পিয়ার রিভিউড জার্নালে প্রবন্ধ প্রকাশিত হতে হবে;: [331, 712, 589, 723]
- qualification-line: (ক) কোনো স্বীকৃত বিশ্ববিদ্যালয় বা ইনস্টিটিউটে ৫ (পাঁচ) বৎসরসহ ১২ (বারো) বৎসরের সক্রিয় শিক্ষকতার অভিজ্ঞতা;: [331, 606, 757, 616]
- reoi-paragraph-2: Professionals, both men and women, are strongly encouraged to apply. Any form of persuasion will result in disqualification.: [797, 1856, 1365, 1867]
- post-qualification: [329, 885, 764, 982]
- pos-header-pkg: Pkg No.: [798, 1544, 866, 1587]
- info-row: [798, 1376, 1481, 1392]
- position-pkg: JARSMP-IDRA-PMO-SD-08: [798, 1661, 866, 1782]
- pos-header-duration: Duration: [944, 1544, 1016, 1587]
- post-sl: [59, 602, 83, 678]
- condition-number: ৮.: [783, 755, 792, 766]
- post-row: [59, 982, 764, 1094]
- post-qualification: [329, 397, 764, 602]
- info-key: Place of EoI Submission Place: [798, 1425, 931, 1455]
- condition-item: [783, 700, 1494, 715]
- info-key: Expression of Interest for Selection of: [798, 1330, 931, 1360]
- condition-number: ৫.: [783, 702, 792, 713]
- sign-line-3: যুগ্মসচিব: [1348, 1056, 1381, 1067]
- condition-item: [783, 718, 1494, 733]
- qualification-line: (ঘ) স্নাতক ডিগ্রিতে সিজিপিএ ৪.০০ এর মধ্যে সিজিপিএ ৩.৫০ বা প্রথম শ্রেণি থাকিতে হবে।: [331, 1173, 668, 1184]
- qualification-line: (খ) উচ্চ মাধ্যমিক সার্টিফিকেট বা সমমানের পরীক্ষায় এবং মাধ্যমিক স্কুল সার্টিফিকেট বা সমমানের পরীক্ষায় জিপিএ ৫.০০ এর মধ্যে ৪.৫০ বা সমমানের বিভাগ থাকিতে হবে।: [331, 1480, 743, 1505]
- info-value: Project Director, Jamuna River Sustainable Management Project-1 (Disaster risk financing Component-3).: [931, 1297, 1481, 1314]
- ministry-name: প্রতিরক্ষা মন্ত্রণালয়: [339, 159, 484, 182]
- qualification-item: • At least 10 years of relevant working experience. Prior experience with World Bank/Asian Development Bank/Donor Agency projects is preferred.: [1031, 1615, 1370, 1641]
- post-department: সিভিল ইঞ্জিনিয়ারিং-৫, কম্পিউটার সাইন্স অ্যান্ড ইঞ্জিনিয়ারিং-৫, ইলেকট্রিক্যাল ইলেকট্রনিক অ্যান্ড কমিউনিকেশন ইঞ্জিনিয়ারিং-৫, মেকানিক্যাল ইঞ্জিনিয়ারিং-৪, অ্যারোনটিক্যাল ইঞ্জিনিয়ারিং-২, নেভাল আর্কিটেকচার অ্যান্ড মেরিন ইঞ্জিনিয়ারিং-৩: [149, 397, 233, 602]
